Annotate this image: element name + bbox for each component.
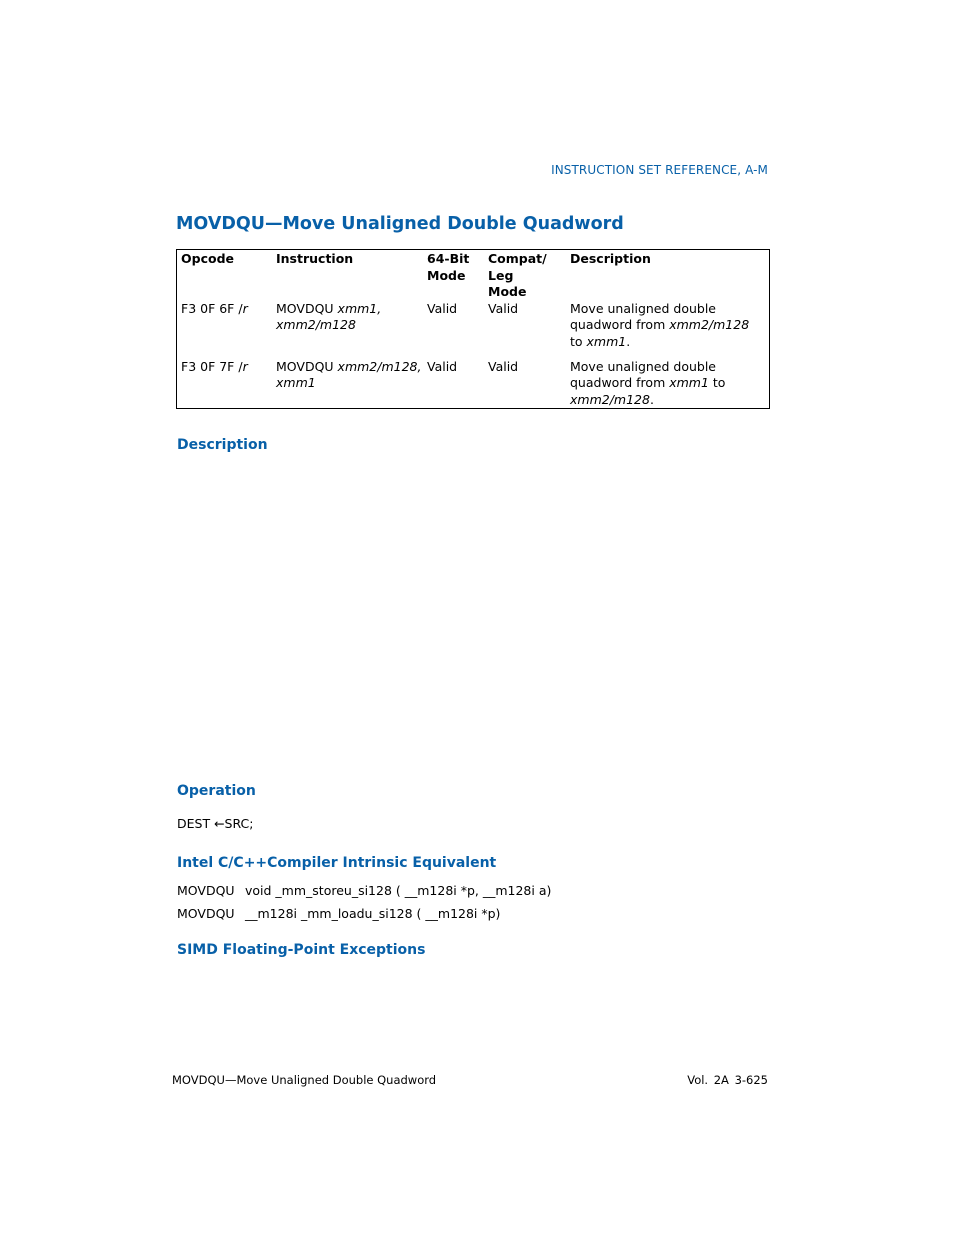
page-title: MOVDQU—Move Unaligned Double Quadword bbox=[176, 214, 624, 234]
compat-cell: Valid bbox=[488, 300, 519, 316]
header-description: Description bbox=[570, 251, 651, 266]
description-cell: Move unaligned double quadword from xmm2/m128 to xmm1. bbox=[570, 300, 750, 349]
header-opcode: Opcode bbox=[181, 251, 234, 266]
description-cell: Move unaligned double quadword from xmm1 to xmm2/m128. bbox=[570, 358, 726, 407]
intrinsic-instruction: MOVDQU bbox=[177, 883, 235, 898]
instruction-cell: MOVDQU xmm1, xmm2/m128 bbox=[276, 300, 382, 332]
intrinsic-code: void _mm_storeu_si128 ( __m128i *p, __m128i a) bbox=[245, 883, 552, 898]
running-header: INSTRUCTION SET REFERENCE, A-M bbox=[551, 163, 768, 177]
footer-title: MOVDQU—Move Unaligned Double Quadword bbox=[172, 1073, 437, 1087]
intrinsic-code: __m128i _mm_loadu_si128 ( __m128i *p) bbox=[245, 906, 501, 921]
mode64-cell: Valid bbox=[427, 358, 458, 374]
opcode-table bbox=[176, 249, 770, 409]
intrinsic-line bbox=[177, 883, 551, 898]
opcode-cell: F3 0F 7F /r bbox=[181, 358, 248, 374]
compat-cell: Valid bbox=[488, 358, 519, 374]
table-row bbox=[177, 359, 770, 409]
mode64-cell: Valid bbox=[427, 300, 458, 316]
intrinsic-line bbox=[177, 906, 500, 921]
footer-page-number: Vol. 2A 3-625 bbox=[687, 1073, 768, 1087]
section-heading-simd-exceptions: SIMD Floating-Point Exceptions bbox=[177, 942, 426, 958]
instruction-cell: MOVDQU xmm2/m128, xmm1 bbox=[276, 358, 422, 390]
table-row bbox=[177, 301, 770, 359]
section-heading-intrinsic: Intel C/C++Compiler Intrinsic Equivalent bbox=[177, 855, 497, 871]
opcode-cell: F3 0F 6F /r bbox=[181, 300, 248, 316]
header-instruction: Instruction bbox=[276, 251, 354, 266]
header-64bit-mode: 64-Bit Mode bbox=[427, 251, 470, 283]
section-heading-description: Description bbox=[177, 437, 268, 453]
table-header-row bbox=[177, 250, 770, 301]
intrinsic-instruction: MOVDQU bbox=[177, 906, 235, 921]
section-heading-operation: Operation bbox=[177, 783, 256, 799]
operation-code: DEST ←SRC; bbox=[177, 816, 254, 831]
header-compat-leg-mode: Compat/ Leg Mode bbox=[488, 251, 547, 299]
